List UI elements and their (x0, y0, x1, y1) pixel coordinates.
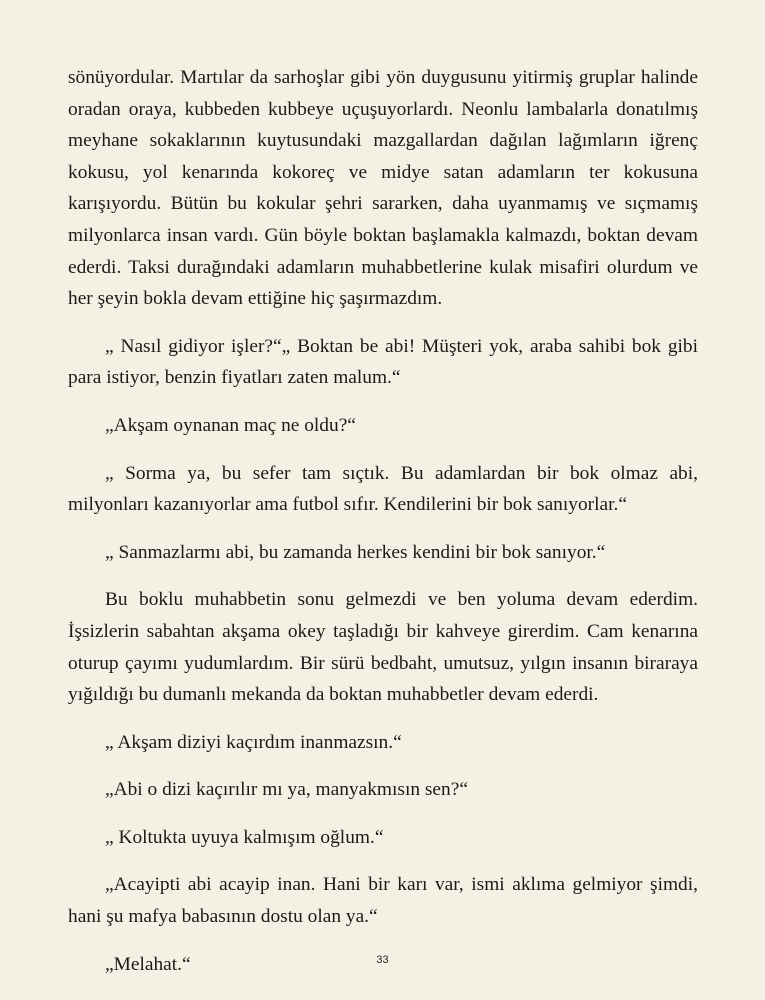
paragraph: „ Sorma ya, bu sefer tam sıçtık. Bu adamlardan bir bok olmaz abi, milyonları kazanıyorlar ama futbol sıfır. Kendilerini bir bok sanıyorlar.“ (68, 462, 698, 516)
paragraph: „ Akşam diziyi kaçırdım inanmazsın.“ (105, 731, 402, 753)
paragraph: „ Nasıl gidiyor işler?“„ Boktan be abi! Müşteri yok, araba sahibi bok gibi para istiyor, benzin fiyatları zaten malum.“ (68, 335, 698, 389)
paragraph: „Akşam oynanan maç ne oldu?“ (105, 414, 356, 436)
body-text (68, 62, 698, 996)
paragraph: „ Koltukta uyuya kalmışım oğlum.“ (105, 826, 384, 848)
paragraph: „Acayipti abi acayip inan. Hani bir karı var, ismi aklıma gelmiyor şimdi, hani şu mafya babasının dostu olan ya.“ (68, 874, 698, 928)
paragraph: „Abi o dizi kaçırılır mı ya, manyakmısın sen?“ (105, 779, 468, 801)
paragraph: „Melahat.“ (105, 953, 191, 975)
paragraph: „ Sanmazlarmı abi, bu zamanda herkes kendini bir bok sanıyor.“ (105, 541, 606, 563)
page-number: 33 (376, 954, 389, 966)
paragraph: sönüyordular. Martılar da sarhoşlar gibi yön duygusunu yitirmiş gruplar halinde oradan oraya, kubbeden kubbeye uçuşuyorlardı. Neonlu lambalarla donatılmış meyhane sokaklarının kuytusundaki mazgallardan dağılan lağımların iğrenç kokusu, yol kenarında kokoreç ve midye satan adamların ter kokusuna karışıyordu. Bütün bu kokular şehri sararken, daha uyanmamış ve sıçmamış milyonlarca insan vardı. Gün böyle boktan başlamakla kalmazdı, boktan devam ederdi. Taksi durağındaki adamların muhabbetlerine kulak misafiri olurdum ve her şeyin bokla devam ettiğine hiç şaşırmazdım. (68, 67, 698, 310)
paragraph: Bu boklu muhabbetin sonu gelmezdi ve ben yoluma devam ederdim. İşsizlerin sabahtan akşama okey taşladığı bir kahveye girerdim. Cam kenarına oturup çayımı yudumlardım. Bir sürü bedbaht, umutsuz, yılgın insanın biraraya yığıldığı bu dumanlı mekanda da boktan muhabbetler devam ederdi. (68, 589, 698, 706)
